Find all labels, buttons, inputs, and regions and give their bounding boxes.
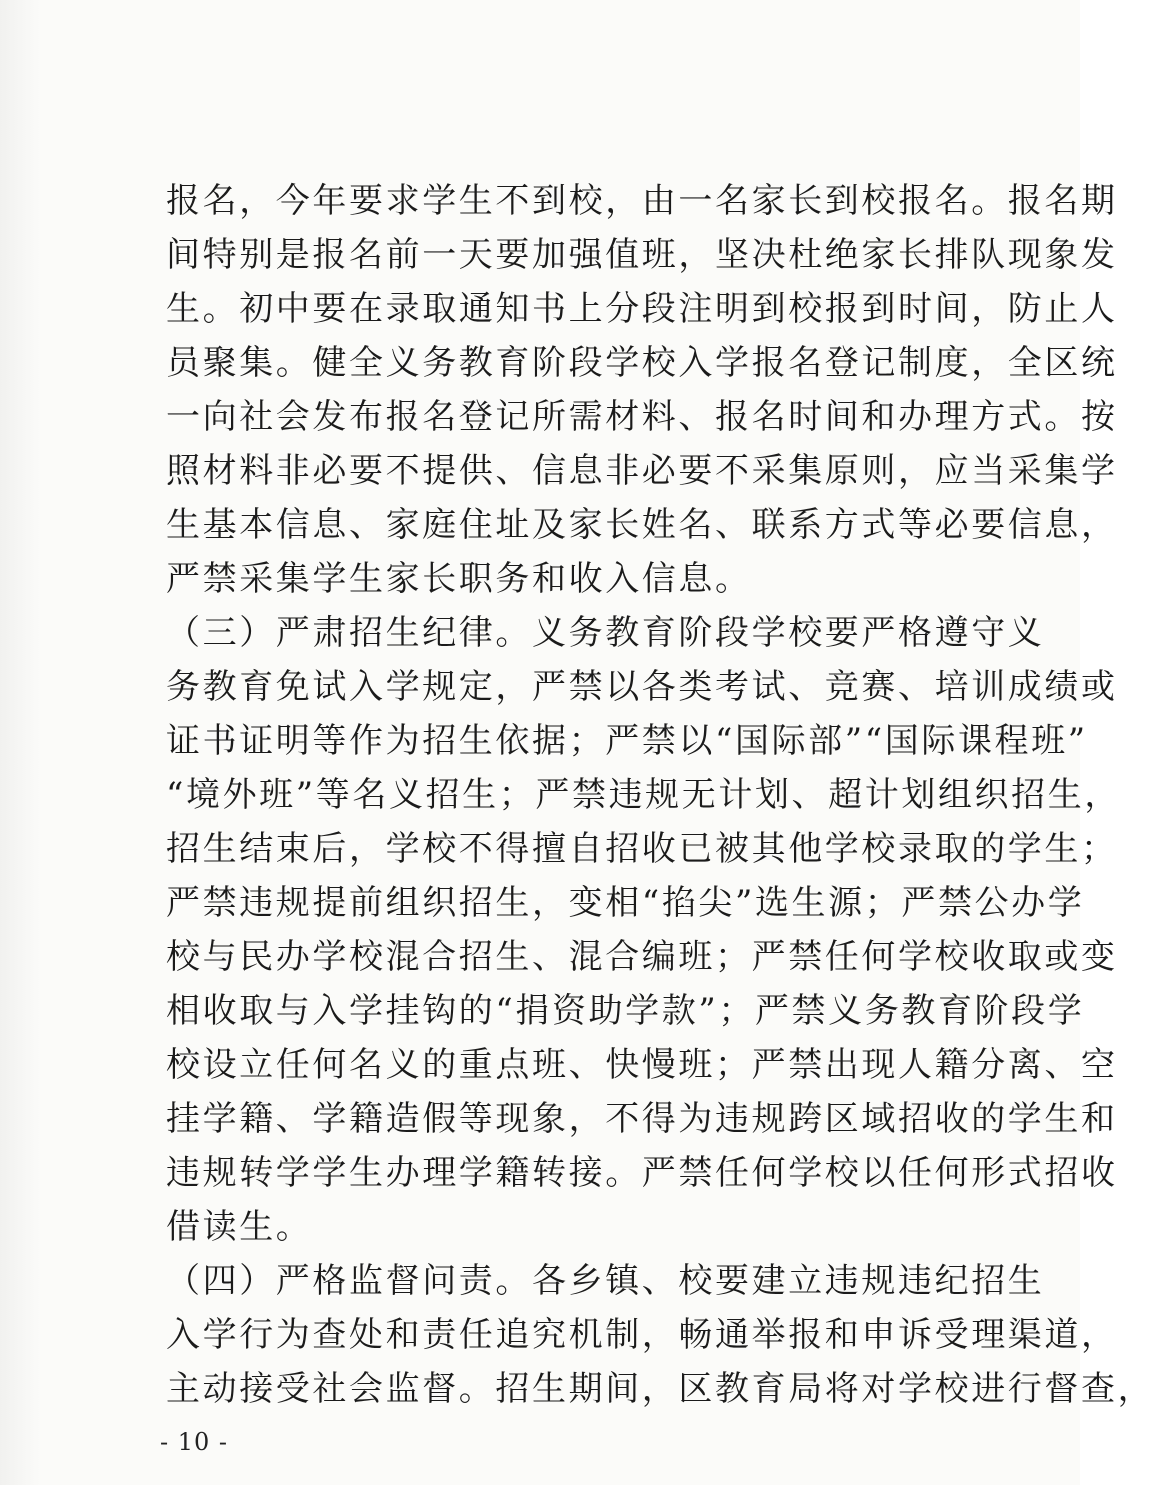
page-number: - 10 - [160,1428,229,1456]
text-line: 主动接受社会监督。招生期间，区教育局将对学校进行督查， [166,1369,1154,1409]
text-line: 校与民办学校混合招生、混合编班；严禁任何学校收取或变 [166,937,1118,977]
text-line: 一向社会发布报名登记所需材料、报名时间和办理方式。按 [166,397,1118,437]
text-line: “境外班”等名义招生；严禁违规无计划、超计划组织招生， [166,775,1121,815]
text-line: 借读生。 [166,1207,313,1247]
scan-shadow-edge [0,0,40,1485]
paragraph-supervision [166,1254,1154,1416]
paragraph-registration [166,174,1118,606]
text-line: 校设立任何名义的重点班、快慢班；严禁出现人籍分离、空 [166,1045,1118,1085]
text-line: 严禁违规提前组织招生，变相“掐尖”选生源；严禁公办学 [166,883,1085,923]
document-body [166,174,1154,1416]
text-line: 生。初中要在录取通知书上分段注明到校报到时间，防止人 [166,289,1118,329]
paragraph-admission-discipline [166,606,1121,1254]
text-line: 挂学籍、学籍造假等现象，不得为违规跨区域招收的学生和 [166,1099,1118,1139]
text-line: 报名，今年要求学生不到校，由一名家长到校报名。报名期 [166,181,1118,221]
text-line: 违规转学学生办理学籍转接。严禁任何学校以任何形式招收 [166,1153,1118,1193]
text-line: （三）严肃招生纪律。义务教育阶段学校要严格遵守义 [166,613,1045,653]
text-line: 相收取与入学挂钩的“捐资助学款”；严禁义务教育阶段学 [166,991,1085,1031]
text-line: 严禁采集学生家长职务和收入信息。 [166,559,752,599]
text-line: 招生结束后，学校不得擅自招收已被其他学校录取的学生； [166,829,1118,869]
text-line: 生基本信息、家庭住址及家长姓名、联系方式等必要信息， [166,505,1118,545]
text-line: 务教育免试入学规定，严禁以各类考试、竞赛、培训成绩或 [166,667,1118,707]
text-line: 员聚集。健全义务教育阶段学校入学报名登记制度，全区统 [166,343,1118,383]
text-line: 证书证明等作为招生依据；严禁以“国际部”“国际课程班” [166,721,1088,761]
text-line: 照材料非必要不提供、信息非必要不采集原则，应当采集学 [166,451,1118,491]
text-line: 入学行为查处和责任追究机制，畅通举报和申诉受理渠道， [166,1315,1118,1355]
text-line: 间特别是报名前一天要加强值班，坚决杜绝家长排队现象发 [166,235,1118,275]
text-line: （四）严格监督问责。各乡镇、校要建立违规违纪招生 [166,1261,1045,1301]
